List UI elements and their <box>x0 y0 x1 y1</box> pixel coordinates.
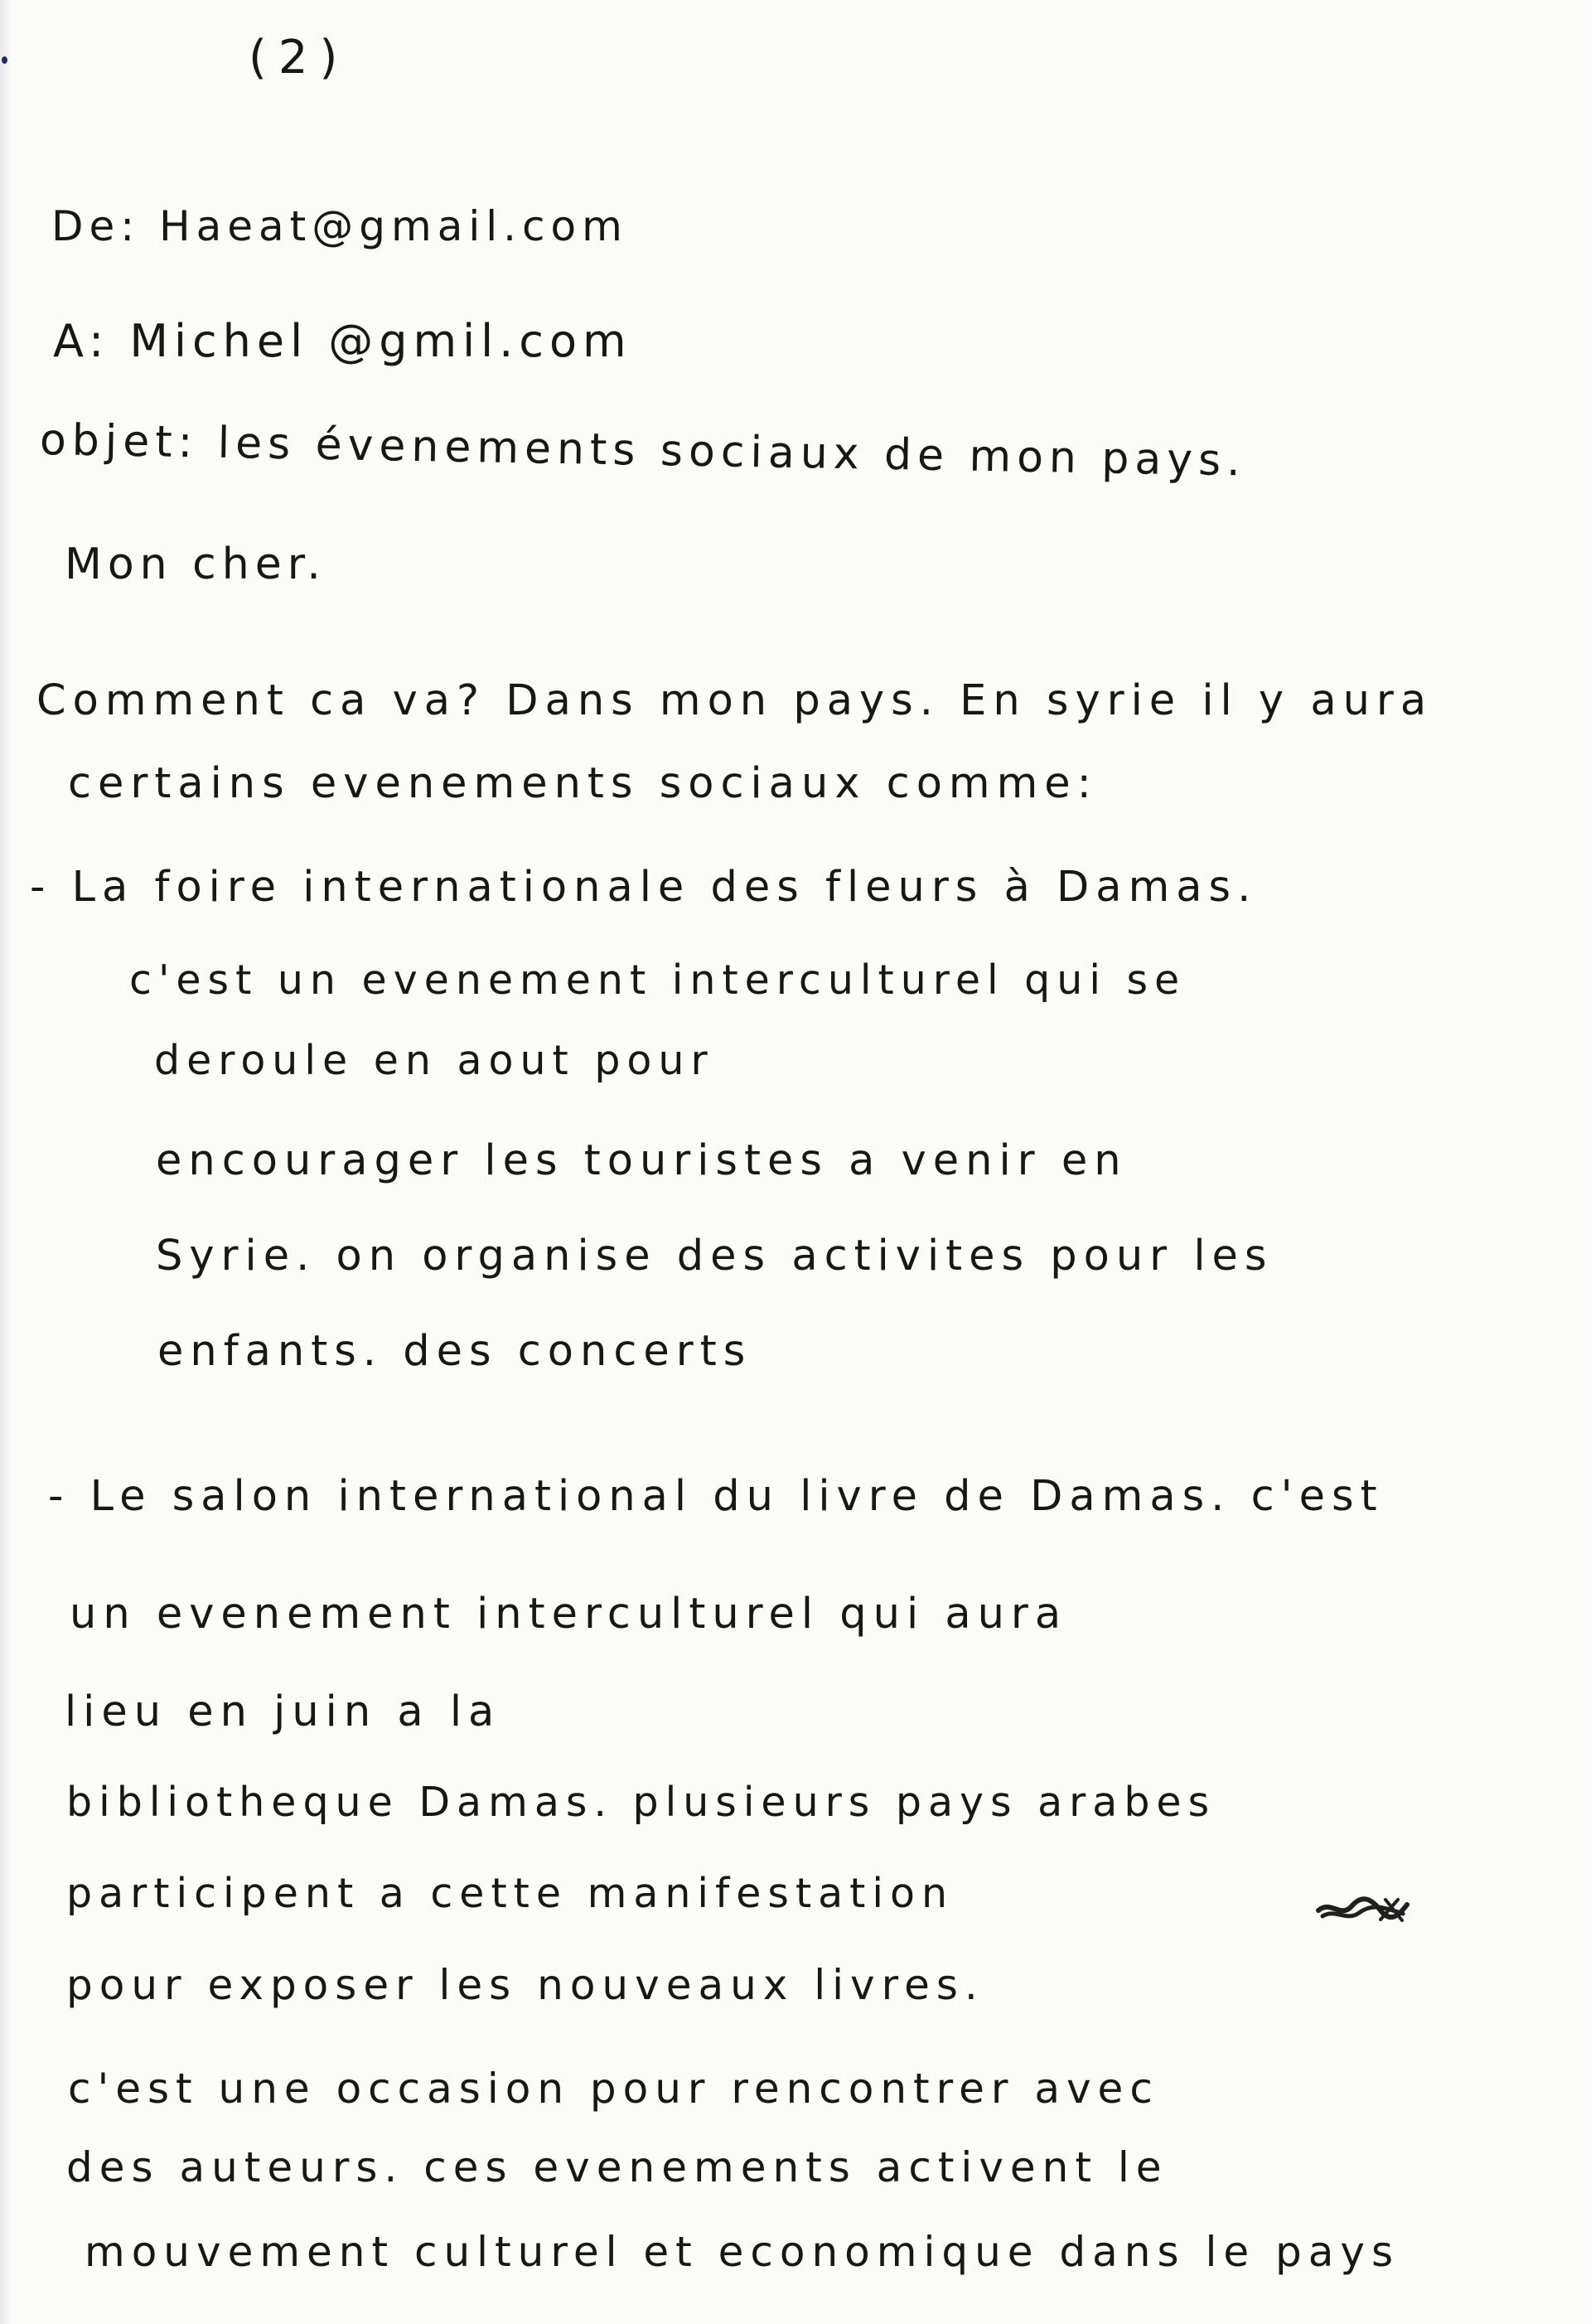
body-line: Syrie. on organise des activites pour les <box>156 1232 1274 1281</box>
body-line: certains evenements sociaux comme: <box>68 759 1098 808</box>
body-line: participent a cette manifestation <box>66 1870 955 1917</box>
greeting: Mon cher. <box>65 540 326 589</box>
body-line: un evenement interculturel qui aura <box>70 1590 1068 1639</box>
paper-edge <box>0 0 12 2324</box>
bullet-line: - La foire internationale des fleurs à Damas. <box>30 863 1258 912</box>
body-line: mouvement culturel et economique dans le pays <box>85 2228 1400 2276</box>
body-line: enfants. des concerts <box>157 1327 752 1376</box>
body-line: deroule en aout pour <box>154 1037 714 1084</box>
email-subject: objet: les évenements sociaux de mon pays. <box>39 415 1247 487</box>
body-line: lieu en juin a la <box>65 1687 501 1736</box>
body-line: pour exposer les nouveaux livres. <box>66 1961 984 2009</box>
ink-mark-icon <box>2 56 7 64</box>
bullet-line: - Le salon international du livre de Damas. c'est <box>48 1472 1384 1521</box>
body-line: c'est un evenement interculturel qui se <box>129 956 1187 1004</box>
body-line: des auteurs. ces evenements activent le <box>66 2143 1168 2191</box>
body-line: bibliotheque Damas. plusieurs pays arabes <box>66 1779 1216 1826</box>
crossed-out-word-icon <box>1316 1888 1410 1928</box>
email-to: A: Michel @gmil.com <box>53 315 632 367</box>
body-line: encourager les touristes a venir en <box>156 1136 1128 1185</box>
body-line: c'est une occasion pour rencontrer avec <box>68 2065 1159 2113</box>
body-line: Comment ca va? Dans mon pays. En syrie il y aura <box>36 676 1434 725</box>
page-number: (2) <box>249 31 350 85</box>
email-from: De: Haeat@gmail.com <box>51 202 628 250</box>
